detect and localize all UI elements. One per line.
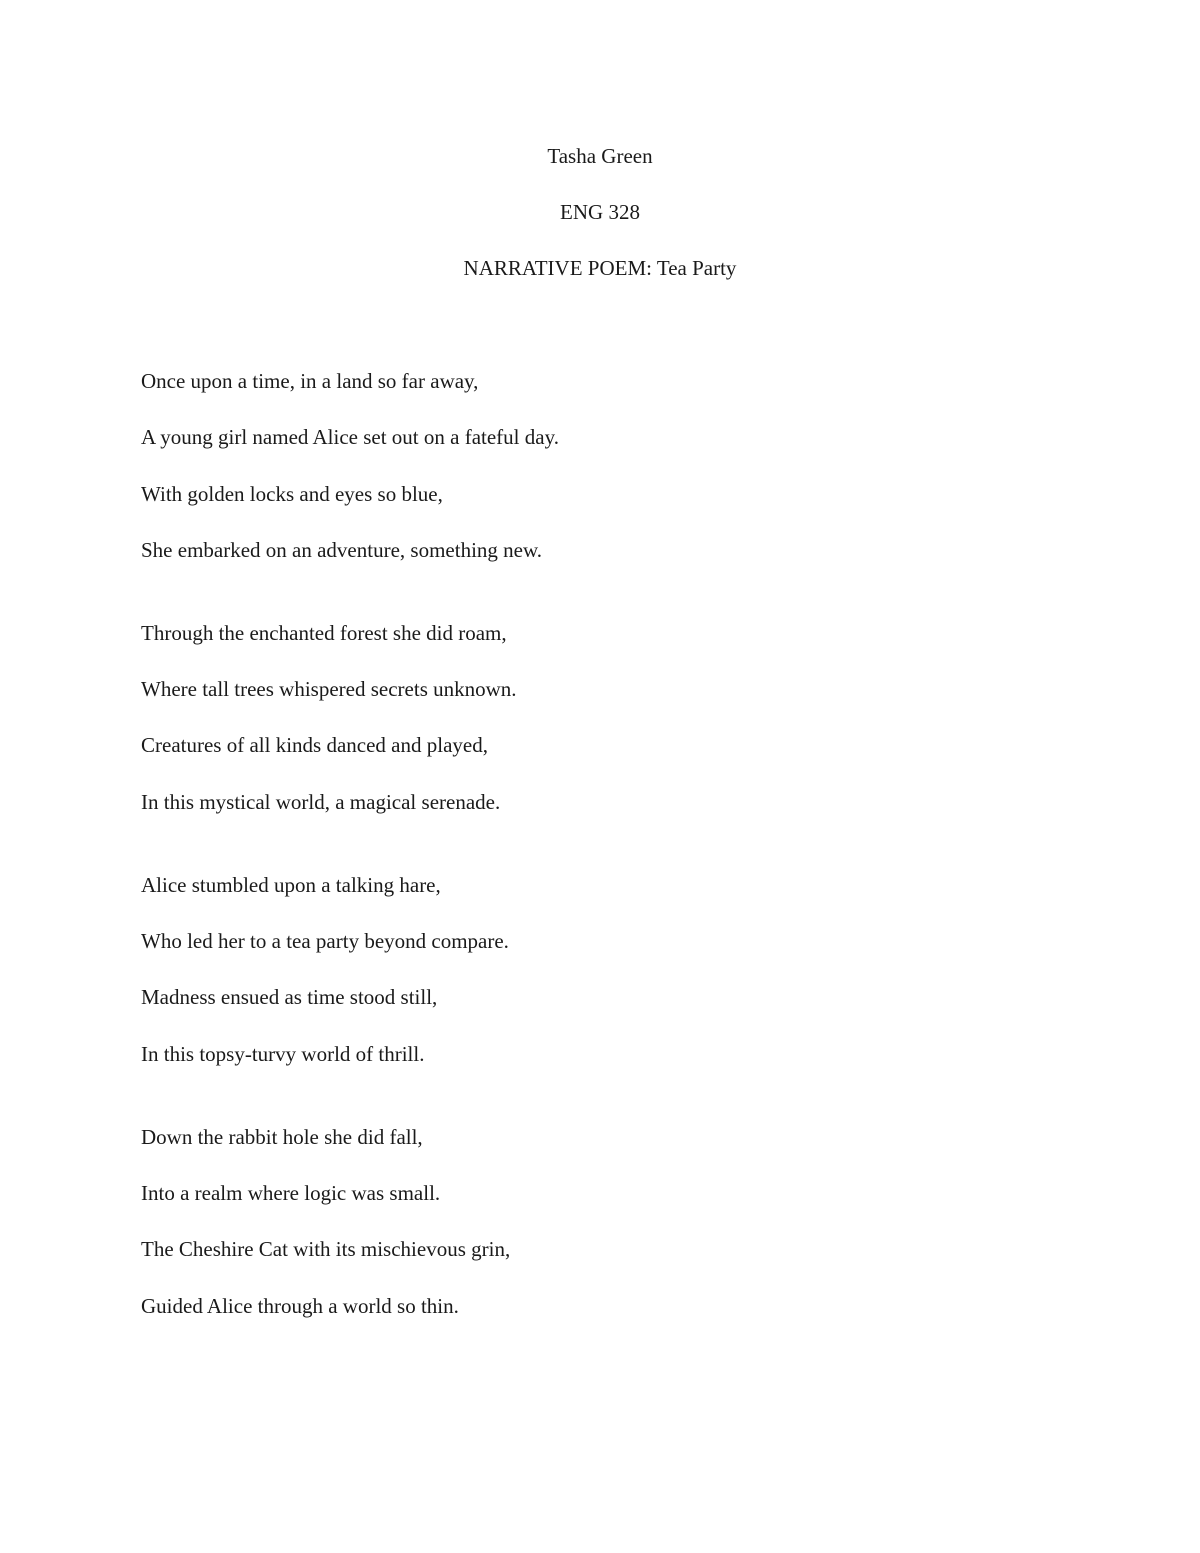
poem-line: Once upon a time, in a land so far away, (141, 369, 479, 393)
poem-line: Creatures of all kinds danced and played, (141, 733, 488, 758)
stanza-2 (141, 620, 1121, 815)
poem-line: A young girl named Alice set out on a fateful day. (141, 425, 559, 450)
poem-line: Where tall trees whispered secrets unknown. (141, 677, 517, 702)
poem-body (141, 368, 1121, 1376)
poem-line: Down the rabbit hole she did fall, (141, 1124, 423, 1149)
author-name: Tasha Green (547, 144, 653, 168)
poem-title: NARRATIVE POEM: Tea Party (463, 256, 737, 280)
poem-line: In this mystical world, a magical serenade. (141, 789, 501, 814)
poem-line: Into a realm where logic was small. (141, 1180, 441, 1205)
poem-line: Who led her to a tea party beyond compare. (141, 929, 509, 954)
poem-line: In this topsy-turvy world of thrill. (141, 1041, 425, 1066)
poem-line: She embarked on an adventure, something new. (141, 537, 543, 562)
course-code: ENG 328 (560, 200, 640, 224)
poem-line: Guided Alice through a world so thin. (141, 1293, 459, 1318)
poem-line: Through the enchanted forest she did roam, (141, 620, 507, 645)
stanza-1 (141, 368, 1121, 563)
poem-line: The Cheshire Cat with its mischievous grin, (141, 1237, 511, 1262)
stanza-3 (141, 872, 1121, 1067)
poem-line: Alice stumbled upon a talking hare, (141, 872, 441, 897)
stanza-4 (141, 1124, 1121, 1319)
poem-line: With golden locks and eyes so blue, (141, 481, 443, 506)
poem-line: Madness ensued as time stood still, (141, 985, 438, 1010)
